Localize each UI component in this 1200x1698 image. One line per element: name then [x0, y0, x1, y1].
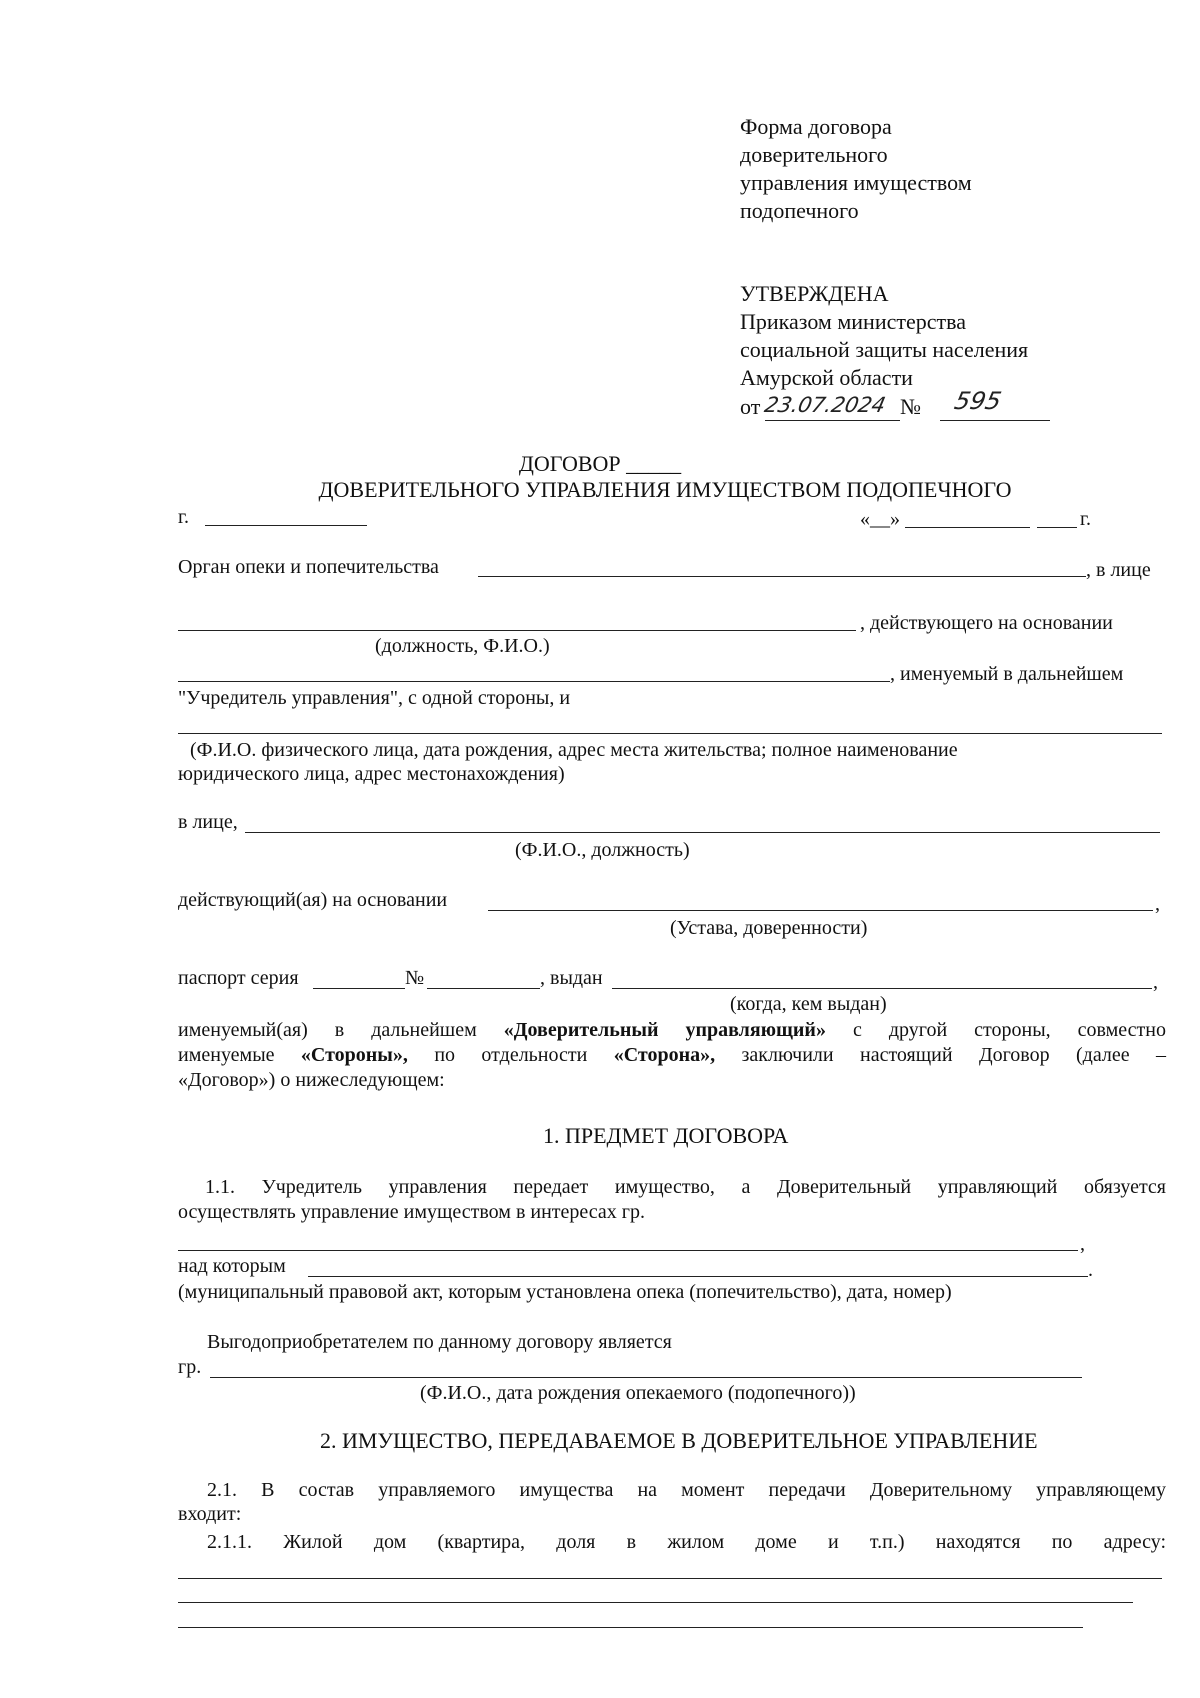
fio-position-caption: (Ф.И.О., должность) — [515, 839, 690, 861]
address-line-1 — [178, 1578, 1162, 1579]
address-line-3 — [178, 1627, 1083, 1628]
acting-on-label: действующий(ая) на основании — [178, 889, 448, 911]
issued-line — [612, 988, 1152, 989]
number-prefix: № — [900, 394, 921, 419]
approved-label: УТВЕРЖДЕНА — [740, 281, 889, 306]
p21-line-1: 2.1. В состав управляемого имущества на момент передачи Доверительному управляющему — [207, 1479, 1166, 1501]
person-desc-line-2: юридического лица, адрес местонахождения) — [178, 763, 565, 785]
intro-text-2c: заключили настоящий Договор (далее – — [715, 1044, 1167, 1066]
gr-label: гр. — [178, 1356, 202, 1378]
form-line-2: доверительного — [740, 142, 888, 167]
acting-on-line — [488, 910, 1153, 911]
in-person-2-line — [245, 832, 1160, 833]
acting-basis-label: , действующего на основании — [860, 612, 1113, 634]
ward-fio-caption: (Ф.И.О., дата рождения опекаемого (подопечного)) — [420, 1382, 856, 1404]
passport-no-label: № — [405, 967, 425, 989]
title-line-1: ДОГОВОР _____ — [518, 451, 682, 476]
position-fio-caption: (должность, Ф.И.О.) — [375, 635, 550, 657]
year-suffix: г. — [1080, 508, 1091, 530]
in-person-label: , в лице — [1086, 559, 1151, 581]
person-desc-line-1: (Ф.И.О. физического лица, дата рождения, адрес места жительства; полное наименование — [190, 739, 958, 761]
charter-caption: (Устава, доверенности) — [670, 917, 868, 939]
city-line — [205, 525, 367, 526]
form-line-3: управления имуществом — [740, 170, 972, 195]
issued-label: , выдан — [540, 967, 603, 989]
organ-label: Орган опеки и попечительства — [178, 556, 439, 578]
form-line-4: подопечного — [740, 198, 859, 223]
intro-text-2a: именуемые — [178, 1044, 301, 1066]
section-1-heading: 1. ПРЕДМЕТ ДОГОВОРА — [543, 1123, 789, 1148]
trustee-term: «Доверительный управляющий» — [503, 1019, 826, 1041]
in-person-2-label: в лице, — [178, 811, 238, 833]
passport-series-label: паспорт серия — [178, 967, 299, 989]
intro-line-3: «Договор») о нижеследующем: — [178, 1069, 445, 1091]
intro-line-2 — [178, 1043, 1166, 1067]
title-line-2: ДОВЕРИТЕЛЬНОГО УПРАВЛЕНИЯ ИМУЩЕСТВОМ ПОДОПЕЧНОГО — [318, 477, 1012, 502]
parties-term: «Стороны», — [300, 1044, 408, 1066]
over-whom-period: . — [1088, 1259, 1093, 1281]
beneficiary-label: Выгодоприобретателем по данному договору является — [207, 1331, 672, 1353]
trustee-line — [178, 733, 1162, 734]
when-issued-caption: (когда, кем выдан) — [730, 993, 887, 1015]
passport-series-line — [313, 988, 405, 989]
date-prefix: от — [740, 394, 761, 419]
p211-line: 2.1.1. Жилой дом (квартира, доля в жилом доме и т.п.) находятся по адресу: — [207, 1531, 1166, 1553]
handwritten-number: 595 — [952, 387, 1004, 415]
city-prefix: г. — [178, 506, 189, 528]
p11-line-1: 1.1. Учредитель управления передает имущество, а Доверительный управляющий обязуется — [205, 1176, 1166, 1198]
year-line — [1037, 527, 1077, 528]
acting-line — [178, 630, 856, 631]
date-open: «__» — [860, 508, 900, 530]
section-2-heading: 2. ИМУЩЕСТВО, ПЕРЕДАВАЕМОЕ В ДОВЕРИТЕЛЬНОЕ УПРАВЛЕНИЕ — [320, 1428, 1038, 1453]
ward-comma: , — [1080, 1233, 1085, 1255]
order-line-3: Амурской области — [740, 365, 913, 390]
party-term: «Сторона», — [613, 1044, 716, 1066]
p21-line-2: входит: — [178, 1503, 242, 1525]
intro-text-2b: по отдельности — [407, 1044, 614, 1066]
number-underline — [940, 420, 1050, 421]
p11-line-2: осуществлять управление имуществом в интересах гр. — [178, 1201, 646, 1223]
over-whom-line — [308, 1276, 1088, 1277]
founder-label: "Учредитель управления", с одной стороны, и — [178, 687, 571, 709]
over-whom-label: над которым — [178, 1255, 286, 1277]
month-line — [905, 527, 1030, 528]
ward-name-line — [178, 1250, 1078, 1251]
municipal-act-caption: (муниципальный правовой акт, которым установлена опека (попечительство), дата, номер) — [178, 1281, 952, 1303]
handwritten-date: 23.07.2024 — [762, 393, 888, 417]
hereinafter-label: , именуемый в дальнейшем — [890, 663, 1124, 685]
intro-text-1a: именуемый(ая) в дальнейшем — [178, 1019, 504, 1041]
date-underline — [765, 420, 900, 421]
issued-comma: , — [1153, 971, 1158, 993]
acting-on-comma: , — [1155, 893, 1160, 915]
order-line-2: социальной защиты населения — [740, 337, 1029, 362]
basis-line — [178, 681, 890, 682]
passport-no-line — [427, 988, 540, 989]
intro-text-1b: с другой стороны, совместно — [825, 1019, 1166, 1041]
address-line-2 — [178, 1602, 1133, 1603]
organ-line — [478, 576, 1086, 577]
beneficiary-line — [210, 1377, 1082, 1378]
order-line-1: Приказом министерства — [740, 309, 966, 334]
intro-line-1 — [178, 1018, 1166, 1042]
form-line-1: Форма договора — [740, 114, 892, 139]
